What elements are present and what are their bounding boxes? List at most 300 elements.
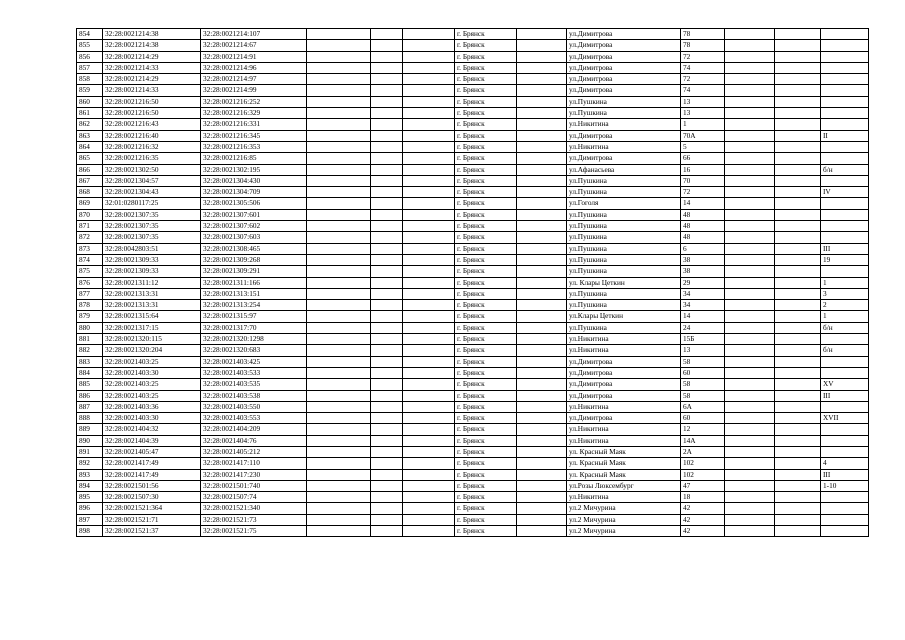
cell-street: ул.Пушкина [567, 221, 681, 232]
cell-cadastre-a: 32:28:0021214:29 [103, 51, 201, 62]
cell-city: г. Брянск [455, 379, 517, 390]
cell-c5 [371, 254, 403, 265]
cell-street: ул.Никитина [567, 345, 681, 356]
cell-cadastre-a: 32:28:0021317:15 [103, 322, 201, 333]
cell-unit [821, 85, 869, 96]
cell-house: 14 [681, 311, 725, 322]
cell-street: ул.Никитина [567, 401, 681, 412]
cell-c6 [403, 51, 455, 62]
table-row [77, 175, 869, 186]
cell-city: г. Брянск [455, 492, 517, 503]
cell-cadastre-a: 32:28:0021309:33 [103, 254, 201, 265]
cell-c4 [307, 367, 371, 378]
cell-c12 [775, 266, 821, 277]
cell-house: 1 [681, 119, 725, 130]
cell-cadastre-b: 32:28:0021305:506 [201, 198, 307, 209]
cell-cadastre-b: 32:28:0021313:254 [201, 300, 307, 311]
cell-c12 [775, 356, 821, 367]
cell-c5 [371, 62, 403, 73]
cell-c12 [775, 164, 821, 175]
cell-c12 [775, 175, 821, 186]
cell-city: г. Брянск [455, 277, 517, 288]
cell-c8 [517, 390, 567, 401]
cell-num: 898 [77, 526, 103, 537]
cell-house: 13 [681, 345, 725, 356]
cell-unit [821, 221, 869, 232]
cell-street: ул.Димитрова [567, 130, 681, 141]
cell-c8 [517, 480, 567, 491]
cell-cadastre-a: 32:28:0021307:35 [103, 232, 201, 243]
cell-cadastre-b: 32:28:0021216:85 [201, 153, 307, 164]
cell-c6 [403, 526, 455, 537]
cell-c8 [517, 130, 567, 141]
cell-unit [821, 401, 869, 412]
cell-house: 58 [681, 379, 725, 390]
cell-c11 [725, 458, 775, 469]
cell-num: 879 [77, 311, 103, 322]
cell-c8 [517, 435, 567, 446]
cell-c11 [725, 379, 775, 390]
cell-unit [821, 29, 869, 40]
cell-unit: 1-10 [821, 480, 869, 491]
cell-cadastre-a: 32:28:0021313:31 [103, 288, 201, 299]
cell-c11 [725, 198, 775, 209]
cell-cadastre-b: 32:28:0021302:195 [201, 164, 307, 175]
cell-house: 42 [681, 526, 725, 537]
cell-c4 [307, 51, 371, 62]
cell-c11 [725, 503, 775, 514]
cell-cadastre-a: 32:28:0021403:30 [103, 413, 201, 424]
cell-c4 [307, 300, 371, 311]
cell-num: 881 [77, 334, 103, 345]
cell-c6 [403, 40, 455, 51]
cell-c4 [307, 153, 371, 164]
cell-c4 [307, 96, 371, 107]
cell-cadastre-b: 32:28:0021403:425 [201, 356, 307, 367]
cell-c6 [403, 164, 455, 175]
cell-cadastre-b: 32:28:0021308:465 [201, 243, 307, 254]
cell-c11 [725, 254, 775, 265]
cell-house: 5 [681, 141, 725, 152]
cell-cadastre-b: 32:28:0021313:151 [201, 288, 307, 299]
cell-cadastre-b: 32:28:0021216:329 [201, 108, 307, 119]
cell-house: 18 [681, 492, 725, 503]
cell-num: 890 [77, 435, 103, 446]
cell-c5 [371, 141, 403, 152]
cell-c11 [725, 221, 775, 232]
cell-cadastre-b: 32:28:0021320:683 [201, 345, 307, 356]
cell-c8 [517, 221, 567, 232]
table-row [77, 367, 869, 378]
cell-city: г. Брянск [455, 130, 517, 141]
cell-house: 66 [681, 153, 725, 164]
cell-house: 78 [681, 29, 725, 40]
cell-cadastre-b: 32:28:0021216:345 [201, 130, 307, 141]
cell-c8 [517, 254, 567, 265]
cell-c6 [403, 119, 455, 130]
table-row [77, 108, 869, 119]
cell-num: 878 [77, 300, 103, 311]
cell-unit [821, 209, 869, 220]
cell-cadastre-a: 32:28:0021214:38 [103, 29, 201, 40]
cell-c12 [775, 209, 821, 220]
cell-house: 13 [681, 96, 725, 107]
cell-street: ул.Клары Цеткин [567, 311, 681, 322]
cell-house: 47 [681, 480, 725, 491]
cell-c8 [517, 164, 567, 175]
cell-cadastre-a: 32:28:0021404:39 [103, 435, 201, 446]
cell-c8 [517, 74, 567, 85]
cell-cadastre-a: 32:28:0021216:50 [103, 108, 201, 119]
cell-unit: 4 [821, 458, 869, 469]
cell-cadastre-a: 32:28:0021216:50 [103, 96, 201, 107]
table-row [77, 187, 869, 198]
cell-house: 60 [681, 413, 725, 424]
cell-c6 [403, 356, 455, 367]
cell-street: ул.Пушкина [567, 266, 681, 277]
table-row [77, 62, 869, 73]
cell-cadastre-b: 32:28:0021311:166 [201, 277, 307, 288]
table-row [77, 277, 869, 288]
cell-num: 859 [77, 85, 103, 96]
cell-house: 24 [681, 322, 725, 333]
cell-city: г. Брянск [455, 367, 517, 378]
cell-num: 865 [77, 153, 103, 164]
cell-c4 [307, 62, 371, 73]
cell-unit [821, 446, 869, 457]
cell-street: ул.Димитрова [567, 40, 681, 51]
cell-cadastre-a: 32:28:0021315:64 [103, 311, 201, 322]
cell-house: 74 [681, 62, 725, 73]
cell-c8 [517, 356, 567, 367]
cell-city: г. Брянск [455, 503, 517, 514]
cell-c11 [725, 311, 775, 322]
table-row [77, 96, 869, 107]
cell-num: 867 [77, 175, 103, 186]
cell-cadastre-b: 32:28:0021307:602 [201, 221, 307, 232]
cell-c12 [775, 401, 821, 412]
cell-house: 60 [681, 367, 725, 378]
cell-c8 [517, 198, 567, 209]
cell-num: 880 [77, 322, 103, 333]
cell-c11 [725, 322, 775, 333]
cell-c6 [403, 96, 455, 107]
cell-c12 [775, 254, 821, 265]
cell-c5 [371, 300, 403, 311]
cell-city: г. Брянск [455, 334, 517, 345]
cell-city: г. Брянск [455, 345, 517, 356]
cell-street: ул.Димитрова [567, 153, 681, 164]
cell-c11 [725, 480, 775, 491]
cell-cadastre-a: 32:28:0021403:25 [103, 390, 201, 401]
table-row [77, 322, 869, 333]
cell-num: 866 [77, 164, 103, 175]
cell-num: 884 [77, 367, 103, 378]
cell-c8 [517, 51, 567, 62]
cell-c5 [371, 209, 403, 220]
cell-c8 [517, 401, 567, 412]
cell-street: ул.Никитина [567, 492, 681, 503]
cell-house: 6 [681, 243, 725, 254]
cell-num: 861 [77, 108, 103, 119]
cell-street: ул.Никитина [567, 334, 681, 345]
cell-num: 856 [77, 51, 103, 62]
cell-c12 [775, 130, 821, 141]
cell-city: г. Брянск [455, 209, 517, 220]
cell-cadastre-a: 32:28:0021320:115 [103, 334, 201, 345]
cell-c5 [371, 187, 403, 198]
cell-house: 48 [681, 209, 725, 220]
cell-house: 102 [681, 469, 725, 480]
cell-house: 12 [681, 424, 725, 435]
cell-c6 [403, 254, 455, 265]
cell-c5 [371, 446, 403, 457]
cell-num: 894 [77, 480, 103, 491]
cell-city: г. Брянск [455, 390, 517, 401]
cell-cadastre-a: 32:28:0021302:50 [103, 164, 201, 175]
cell-c6 [403, 62, 455, 73]
cell-city: г. Брянск [455, 187, 517, 198]
cell-c12 [775, 62, 821, 73]
cell-unit [821, 74, 869, 85]
table-row [77, 514, 869, 525]
cell-unit: II [821, 130, 869, 141]
cell-c12 [775, 514, 821, 525]
cell-street: ул. Красный Маяк [567, 469, 681, 480]
cell-c4 [307, 424, 371, 435]
cell-unit: б/н [821, 322, 869, 333]
cell-city: г. Брянск [455, 29, 517, 40]
cell-c8 [517, 526, 567, 537]
cell-c11 [725, 300, 775, 311]
cell-city: г. Брянск [455, 356, 517, 367]
cell-c4 [307, 469, 371, 480]
cell-house: 16 [681, 164, 725, 175]
cell-house: 13 [681, 108, 725, 119]
cell-unit: 3 [821, 288, 869, 299]
cell-unit [821, 367, 869, 378]
cell-c6 [403, 435, 455, 446]
cell-c11 [725, 356, 775, 367]
table-row [77, 254, 869, 265]
cell-city: г. Брянск [455, 254, 517, 265]
cell-cadastre-b: 32:28:0021404:209 [201, 424, 307, 435]
cell-city: г. Брянск [455, 424, 517, 435]
cell-house: 72 [681, 51, 725, 62]
cell-house: 74 [681, 85, 725, 96]
cell-cadastre-a: 32:28:0021417:49 [103, 469, 201, 480]
cell-c12 [775, 322, 821, 333]
cell-c5 [371, 526, 403, 537]
cell-c11 [725, 424, 775, 435]
cell-c6 [403, 424, 455, 435]
cell-city: г. Брянск [455, 62, 517, 73]
cell-c4 [307, 209, 371, 220]
cell-c4 [307, 164, 371, 175]
cell-street: ул.Розы Люксембург [567, 480, 681, 491]
cell-c6 [403, 130, 455, 141]
table-row [77, 446, 869, 457]
cell-city: г. Брянск [455, 458, 517, 469]
cell-c4 [307, 266, 371, 277]
cell-num: 872 [77, 232, 103, 243]
cell-cadastre-b: 32:28:0021214:97 [201, 74, 307, 85]
cell-c8 [517, 62, 567, 73]
cell-c5 [371, 334, 403, 345]
cell-c4 [307, 29, 371, 40]
cell-unit [821, 108, 869, 119]
cell-c5 [371, 130, 403, 141]
cell-street: ул.Димитрова [567, 356, 681, 367]
cell-c8 [517, 85, 567, 96]
table-row [77, 435, 869, 446]
cell-c11 [725, 390, 775, 401]
cell-c6 [403, 413, 455, 424]
cell-street: ул.Пушкина [567, 254, 681, 265]
cell-num: 862 [77, 119, 103, 130]
cell-house: 38 [681, 254, 725, 265]
cell-unit: IV [821, 187, 869, 198]
cell-street: ул.2 Мичурина [567, 526, 681, 537]
cell-c12 [775, 96, 821, 107]
cell-c11 [725, 266, 775, 277]
cell-c6 [403, 458, 455, 469]
table-row [77, 413, 869, 424]
cell-num: 869 [77, 198, 103, 209]
cell-unit [821, 40, 869, 51]
cell-unit: 1 [821, 277, 869, 288]
cell-cadastre-a: 32:28:0021521:364 [103, 503, 201, 514]
cell-unit: XV [821, 379, 869, 390]
cell-c11 [725, 288, 775, 299]
cell-unit: 2 [821, 300, 869, 311]
cell-c5 [371, 243, 403, 254]
cell-street: ул. Красный Маяк [567, 446, 681, 457]
cell-c8 [517, 243, 567, 254]
cell-c11 [725, 153, 775, 164]
cell-cadastre-a: 32:28:0021313:31 [103, 300, 201, 311]
cell-c8 [517, 424, 567, 435]
cell-cadastre-a: 32:28:0021404:32 [103, 424, 201, 435]
cell-street: ул.Димитрова [567, 413, 681, 424]
cell-num: 891 [77, 446, 103, 457]
cell-c4 [307, 334, 371, 345]
cell-c6 [403, 446, 455, 457]
cell-house: 38 [681, 266, 725, 277]
cell-num: 889 [77, 424, 103, 435]
cell-c4 [307, 458, 371, 469]
cell-city: г. Брянск [455, 266, 517, 277]
cell-unit [821, 141, 869, 152]
cell-num: 887 [77, 401, 103, 412]
cell-cadastre-a: 32:28:0021216:43 [103, 119, 201, 130]
cell-c11 [725, 175, 775, 186]
cell-cadastre-b: 32:28:0021214:91 [201, 51, 307, 62]
cell-c12 [775, 311, 821, 322]
cell-c8 [517, 40, 567, 51]
cell-c4 [307, 277, 371, 288]
cell-city: г. Брянск [455, 413, 517, 424]
cell-cadastre-a: 32:28:0021216:32 [103, 141, 201, 152]
cell-c8 [517, 108, 567, 119]
cell-c8 [517, 503, 567, 514]
cell-c8 [517, 345, 567, 356]
cell-c12 [775, 345, 821, 356]
cell-c5 [371, 379, 403, 390]
cell-c5 [371, 469, 403, 480]
cell-c8 [517, 153, 567, 164]
cell-cadastre-b: 32:28:0021507:74 [201, 492, 307, 503]
cell-cadastre-a: 32:28:0021417:49 [103, 458, 201, 469]
cell-house: 58 [681, 390, 725, 401]
table-row [77, 119, 869, 130]
cell-num: 875 [77, 266, 103, 277]
cell-c5 [371, 108, 403, 119]
cell-unit [821, 232, 869, 243]
cell-house: 14А [681, 435, 725, 446]
cell-num: 886 [77, 390, 103, 401]
cell-c6 [403, 503, 455, 514]
cell-c12 [775, 198, 821, 209]
table-row [77, 266, 869, 277]
cell-c6 [403, 243, 455, 254]
cell-c11 [725, 277, 775, 288]
cell-c8 [517, 300, 567, 311]
cell-num: 893 [77, 469, 103, 480]
cell-num: 888 [77, 413, 103, 424]
cell-street: ул.Димитрова [567, 51, 681, 62]
cell-city: г. Брянск [455, 435, 517, 446]
cell-house: 48 [681, 232, 725, 243]
cell-c11 [725, 526, 775, 537]
cell-cadastre-a: 32:28:0021216:40 [103, 130, 201, 141]
table-row [77, 401, 869, 412]
cell-c6 [403, 492, 455, 503]
cell-c5 [371, 29, 403, 40]
table-row [77, 85, 869, 96]
cell-c5 [371, 119, 403, 130]
cell-street: ул.Никитина [567, 119, 681, 130]
cell-cadastre-a: 32:28:0021311:12 [103, 277, 201, 288]
cell-c5 [371, 345, 403, 356]
cell-c8 [517, 367, 567, 378]
cell-c8 [517, 469, 567, 480]
cell-num: 882 [77, 345, 103, 356]
cell-cadastre-b: 32:28:0021315:97 [201, 311, 307, 322]
cell-unit [821, 198, 869, 209]
cell-c11 [725, 367, 775, 378]
cell-c11 [725, 141, 775, 152]
cell-c8 [517, 96, 567, 107]
table-row [77, 503, 869, 514]
cell-num: 864 [77, 141, 103, 152]
cell-c12 [775, 187, 821, 198]
cell-cadastre-a: 32:28:0021307:35 [103, 221, 201, 232]
cell-c5 [371, 266, 403, 277]
cell-c12 [775, 232, 821, 243]
cell-house: 42 [681, 514, 725, 525]
cell-cadastre-a: 32:28:0021214:33 [103, 85, 201, 96]
cell-c4 [307, 379, 371, 390]
cell-cadastre-b: 32:28:0021521:75 [201, 526, 307, 537]
table-row [77, 130, 869, 141]
cell-c6 [403, 277, 455, 288]
cell-cadastre-b: 32:28:0021320:1298 [201, 334, 307, 345]
cell-num: 871 [77, 221, 103, 232]
cell-city: г. Брянск [455, 288, 517, 299]
cell-c11 [725, 62, 775, 73]
cell-cadastre-b: 32:28:0021417:110 [201, 458, 307, 469]
